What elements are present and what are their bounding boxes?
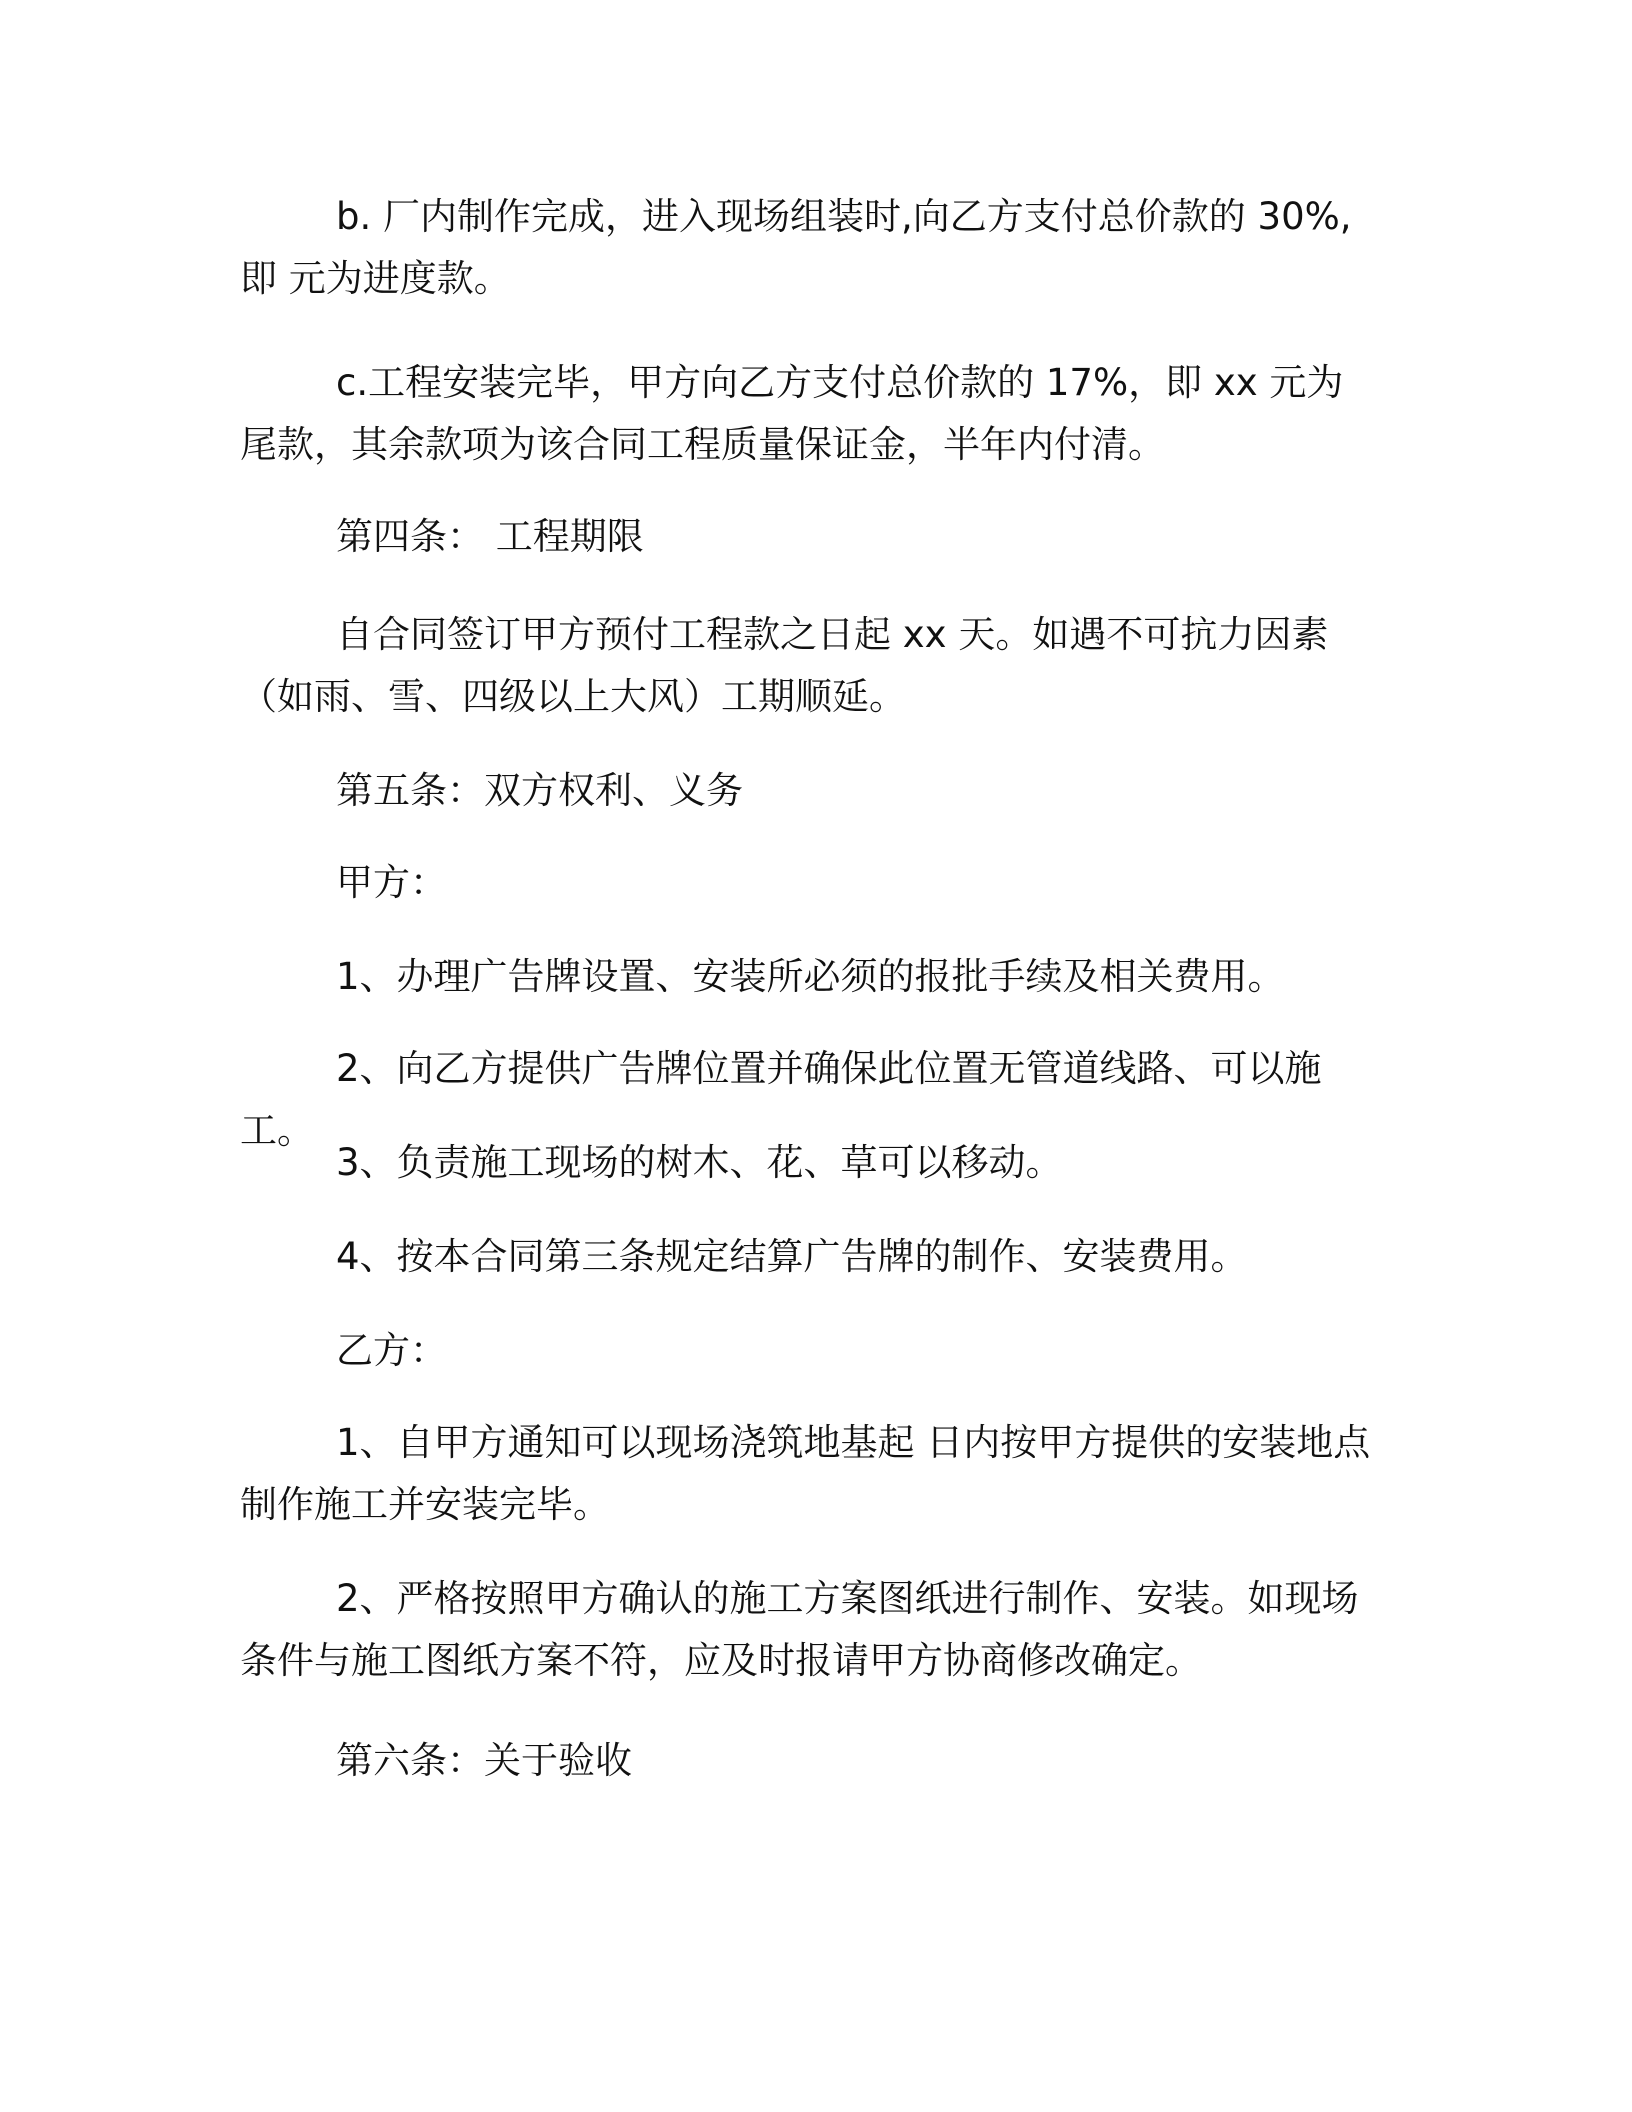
party-a-item-3: 3、负责施工现场的树木、花、草可以移动。 [336,1141,1063,1184]
party-b-heading: 乙方： [336,1329,447,1372]
article-4-heading: 第四条： 工程期限 [336,515,644,558]
party-b-item-2: 2、严格按照甲方确认的施工方案图纸进行制作、安装。如现场条件与施工图纸方案不符，应及时报请甲方协商修改确定。 [240,1577,1359,1682]
party-b-item-1: 1、自甲方通知可以现场浇筑地基起 日内按甲方提供的安装地点制作施工并安装完毕。 [240,1421,1371,1526]
paragraph-payment-c: c.工程安装完毕，甲方向乙方支付总价款的 17%，即 xx 元为尾款，其余款项为该合同工程质量保证金，半年内付清。 [240,361,1344,466]
party-a-item-4: 4、按本合同第三条规定结算广告牌的制作、安装费用。 [336,1235,1248,1278]
paragraph-article-4-body: 自合同签订甲方预付工程款之日起 xx 天。如遇不可抗力因素（如雨、雪、四级以上大风）工期顺延。 [240,613,1329,718]
paragraph-payment-b: b. 厂内制作完成，进入现场组装时,向乙方支付总价款的 30%,即 元为进度款。 [240,195,1352,300]
party-a-item-1: 1、办理广告牌设置、安装所必须的报批手续及相关费用。 [336,955,1285,998]
article-5-heading: 第五条：双方权利、义务 [336,769,743,812]
article-6-heading: 第六条：关于验收 [336,1739,632,1782]
party-a-heading: 甲方： [336,861,447,904]
party-a-item-2: 2、向乙方提供广告牌位置并确保此位置无管道线路、可以施工。 [240,1047,1322,1152]
